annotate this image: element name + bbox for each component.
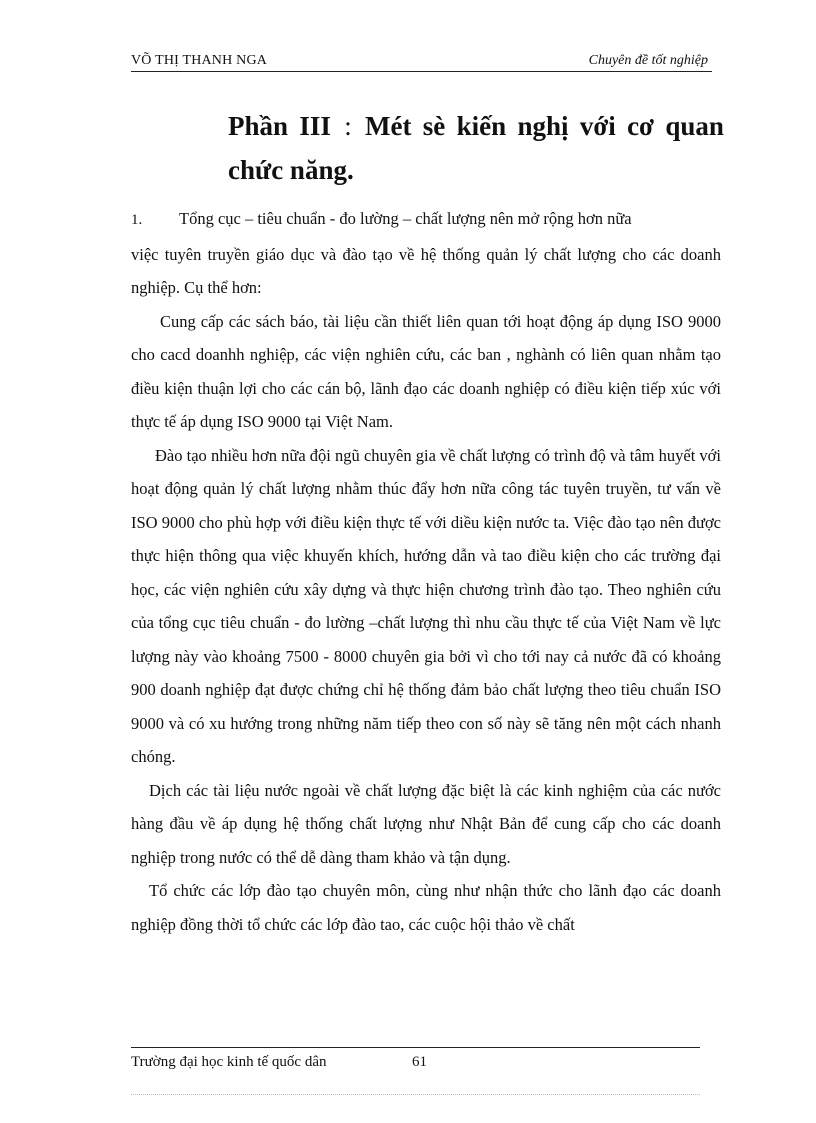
- header-author: VÕ THỊ THANH NGA: [131, 53, 268, 68]
- title-word: Mét: [365, 111, 412, 141]
- paragraph-1-first-line: Tổng cục – tiêu chuẩn - đo lường – chất lượng nên mở rộng hơn nữa: [179, 209, 632, 228]
- title-word: sè: [422, 111, 446, 141]
- footer-divider: [131, 1094, 700, 1095]
- item-number: 1.: [131, 212, 143, 228]
- paragraph-1-continued: việc tuyên truyền giáo dục và đào tạo về hệ thống quản lý chất lượng cho các doanh nghiệp. Cụ thể hơn:: [131, 244, 721, 297]
- paragraph-2: Cung cấp các sách báo, tài liệu cần thiết liên quan tới hoạt động áp dụng ISO 9000 cho cacd doanhh nghiệp, các viện nghiên cứu, các ban , nghành có liên quan nhằm tạo điều kiện thuận lợi cho các cán bộ, lãnh đạo các doanh nghiệp có điều kiện tiếp xúc với thực tế áp dụng ISO 9000 tại Việt Nam.: [131, 311, 721, 431]
- page-header: [131, 51, 712, 72]
- paragraph-4: Dịch các tài liệu nước ngoài về chất lượng đặc biệt là các kinh nghiệm của các nước hàng đầu về áp dụng hệ thống chất lượng như Nhật Bản để cung cấp cho các doanh nghiệp trong nước có thể dễ dàng tham khảo và tận dụng.: [131, 780, 721, 867]
- title-word: III: [299, 111, 331, 141]
- paragraph-1: [131, 202, 721, 238]
- title-word: với: [579, 111, 616, 141]
- title-word: quan: [665, 111, 724, 141]
- body-text: [131, 202, 721, 941]
- page-footer: [131, 1047, 700, 1078]
- paragraph-5: Tổ chức các lớp đào tạo chuyên môn, cùng như nhận thức cho lãnh đạo các doanh nghiệp đồng thời tổ chức các lớp đào tao, các cuộc hội thảo về chất: [131, 881, 721, 934]
- section-title-line-2: chức năng.: [228, 155, 354, 185]
- title-word: cơ: [627, 111, 655, 141]
- title-word: kiến: [456, 111, 507, 141]
- header-subject: Chuyên đề tốt nghiệp: [588, 53, 708, 68]
- footer-school: Trường đại học kinh tế quốc dân: [131, 1054, 327, 1070]
- title-word: Phần: [228, 111, 289, 141]
- section-title: [228, 104, 724, 192]
- section-title-line-1: [228, 104, 724, 148]
- page-number: 61: [412, 1054, 427, 1070]
- title-colon: :: [344, 111, 352, 141]
- paragraph-3: Đào tạo nhiều hơn nữa đội ngũ chuyên gia về chất lượng có trình độ và tâm huyết với hoạt động quản lý chất lượng nhằm thúc đẩy hơn nữa công tác tuyên truyền, tư vấn về ISO 9000 cho phù hợp với điều kiện thực tế với diều kiện nước ta. Việc đào tạo nên được thực hiện thông qua việc khuyến khích, hướng dẫn và tao điều kiện cho các trường đại học, các viện nghiên cứu xây dựng và thực hiện chương trình đào tạo. Theo nghiên cứu của tổng cục tiêu chuẩn - đo lường –chất lượng thì nhu cầu thực tế của Việt Nam về lực lượng này vào khoảng 7500 - 8000 chuyên gia bởi vì cho tới nay cả nước đã có khoảng 900 doanh nghiệp đạt được chứng chỉ hệ thống đảm bảo chất lượng theo tiêu chuẩn ISO 9000 và có xu hướng trong những năm tiếp theo con số này sẽ tăng nên một cách nhanh chóng.: [131, 445, 721, 766]
- title-word: nghị: [517, 111, 569, 141]
